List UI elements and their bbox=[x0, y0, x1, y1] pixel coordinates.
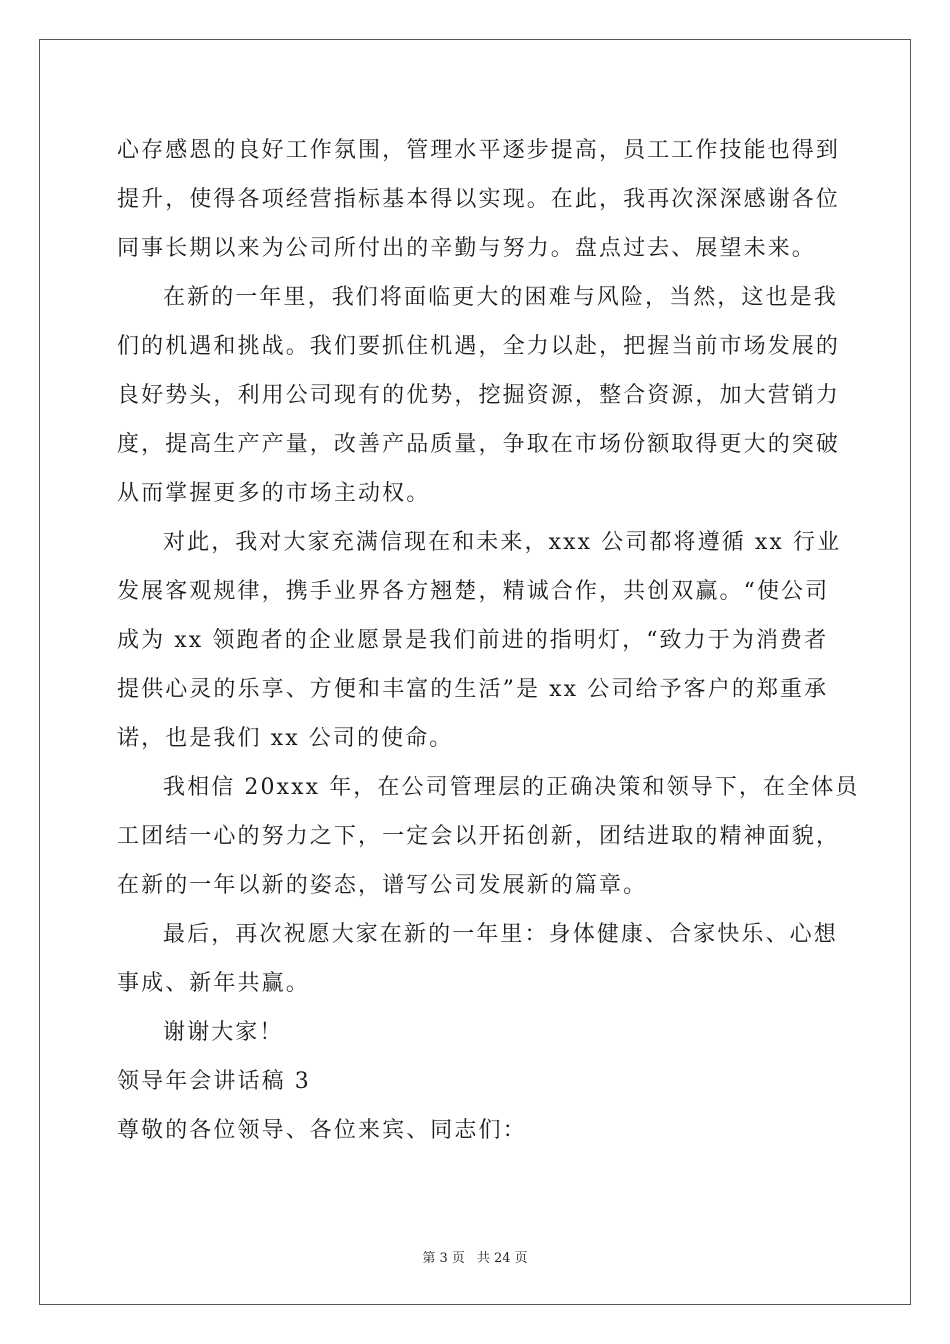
page-footer bbox=[0, 1247, 950, 1266]
text-line: 在新的一年以新的姿态，谱写公司发展新的篇章。 bbox=[117, 873, 648, 898]
text-line: 心存感恩的良好工作氛围，管理水平逐步提高，员工工作技能也得到 bbox=[117, 138, 841, 163]
text-line: 事成、新年共赢。 bbox=[117, 971, 310, 996]
text-line: 们的机遇和挑战。我们要抓住机遇，全力以赴，把握当前市场发展的 bbox=[117, 334, 841, 359]
section-title: 领导年会讲话稿 3 bbox=[117, 1069, 311, 1094]
text-line: 提供心灵的乐享、方便和丰富的生活”是 xx 公司给予客户的郑重承 bbox=[117, 677, 829, 702]
text-line: 从而掌握更多的市场主动权。 bbox=[117, 481, 431, 506]
text-line: 诺，也是我们 xx 公司的使命。 bbox=[117, 726, 454, 751]
text-line: 良好势头，利用公司现有的优势，挖掘资源，整合资源，加大营销力 bbox=[117, 383, 841, 408]
text-line: 同事长期以来为公司所付出的辛勤与努力。盘点过去、展望未来。 bbox=[117, 236, 816, 261]
paragraph-start-line: 对此，我对大家充满信现在和未来，xxx 公司都将遵循 xx 行业 bbox=[163, 530, 842, 555]
text-line: 提升，使得各项经营指标基本得以实现。在此，我再次深深感谢各位 bbox=[117, 187, 841, 212]
text-line: 发展客观规律，携手业界各方翘楚，精诚合作，共创双赢。“使公司 bbox=[117, 579, 830, 604]
text-line: 成为 xx 领跑者的企业愿景是我们前进的指明灯，“致力于为消费者 bbox=[117, 628, 829, 653]
document-body bbox=[117, 126, 860, 1155]
paragraph-start-line: 我相信 20xxx 年，在公司管理层的正确决策和领导下，在全体员 bbox=[163, 775, 860, 800]
closing-thanks: 谢谢大家！ bbox=[163, 1020, 284, 1045]
page-number: 第 3 页 bbox=[422, 1251, 465, 1266]
page-total: 共 24 页 bbox=[476, 1251, 528, 1266]
salutation: 尊敬的各位领导、各位来宾、同志们： bbox=[117, 1118, 527, 1143]
paragraph-start-line: 最后，再次祝愿大家在新的一年里：身体健康、合家快乐、心想 bbox=[163, 922, 838, 947]
paragraph-start-line: 在新的一年里，我们将面临更大的困难与风险，当然，这也是我 bbox=[163, 285, 838, 310]
text-line: 度，提高生产产量，改善产品质量，争取在市场份额取得更大的突破 bbox=[117, 432, 841, 457]
text-line: 工团结一心的努力之下，一定会以开拓创新，团结进取的精神面貌， bbox=[117, 824, 841, 849]
